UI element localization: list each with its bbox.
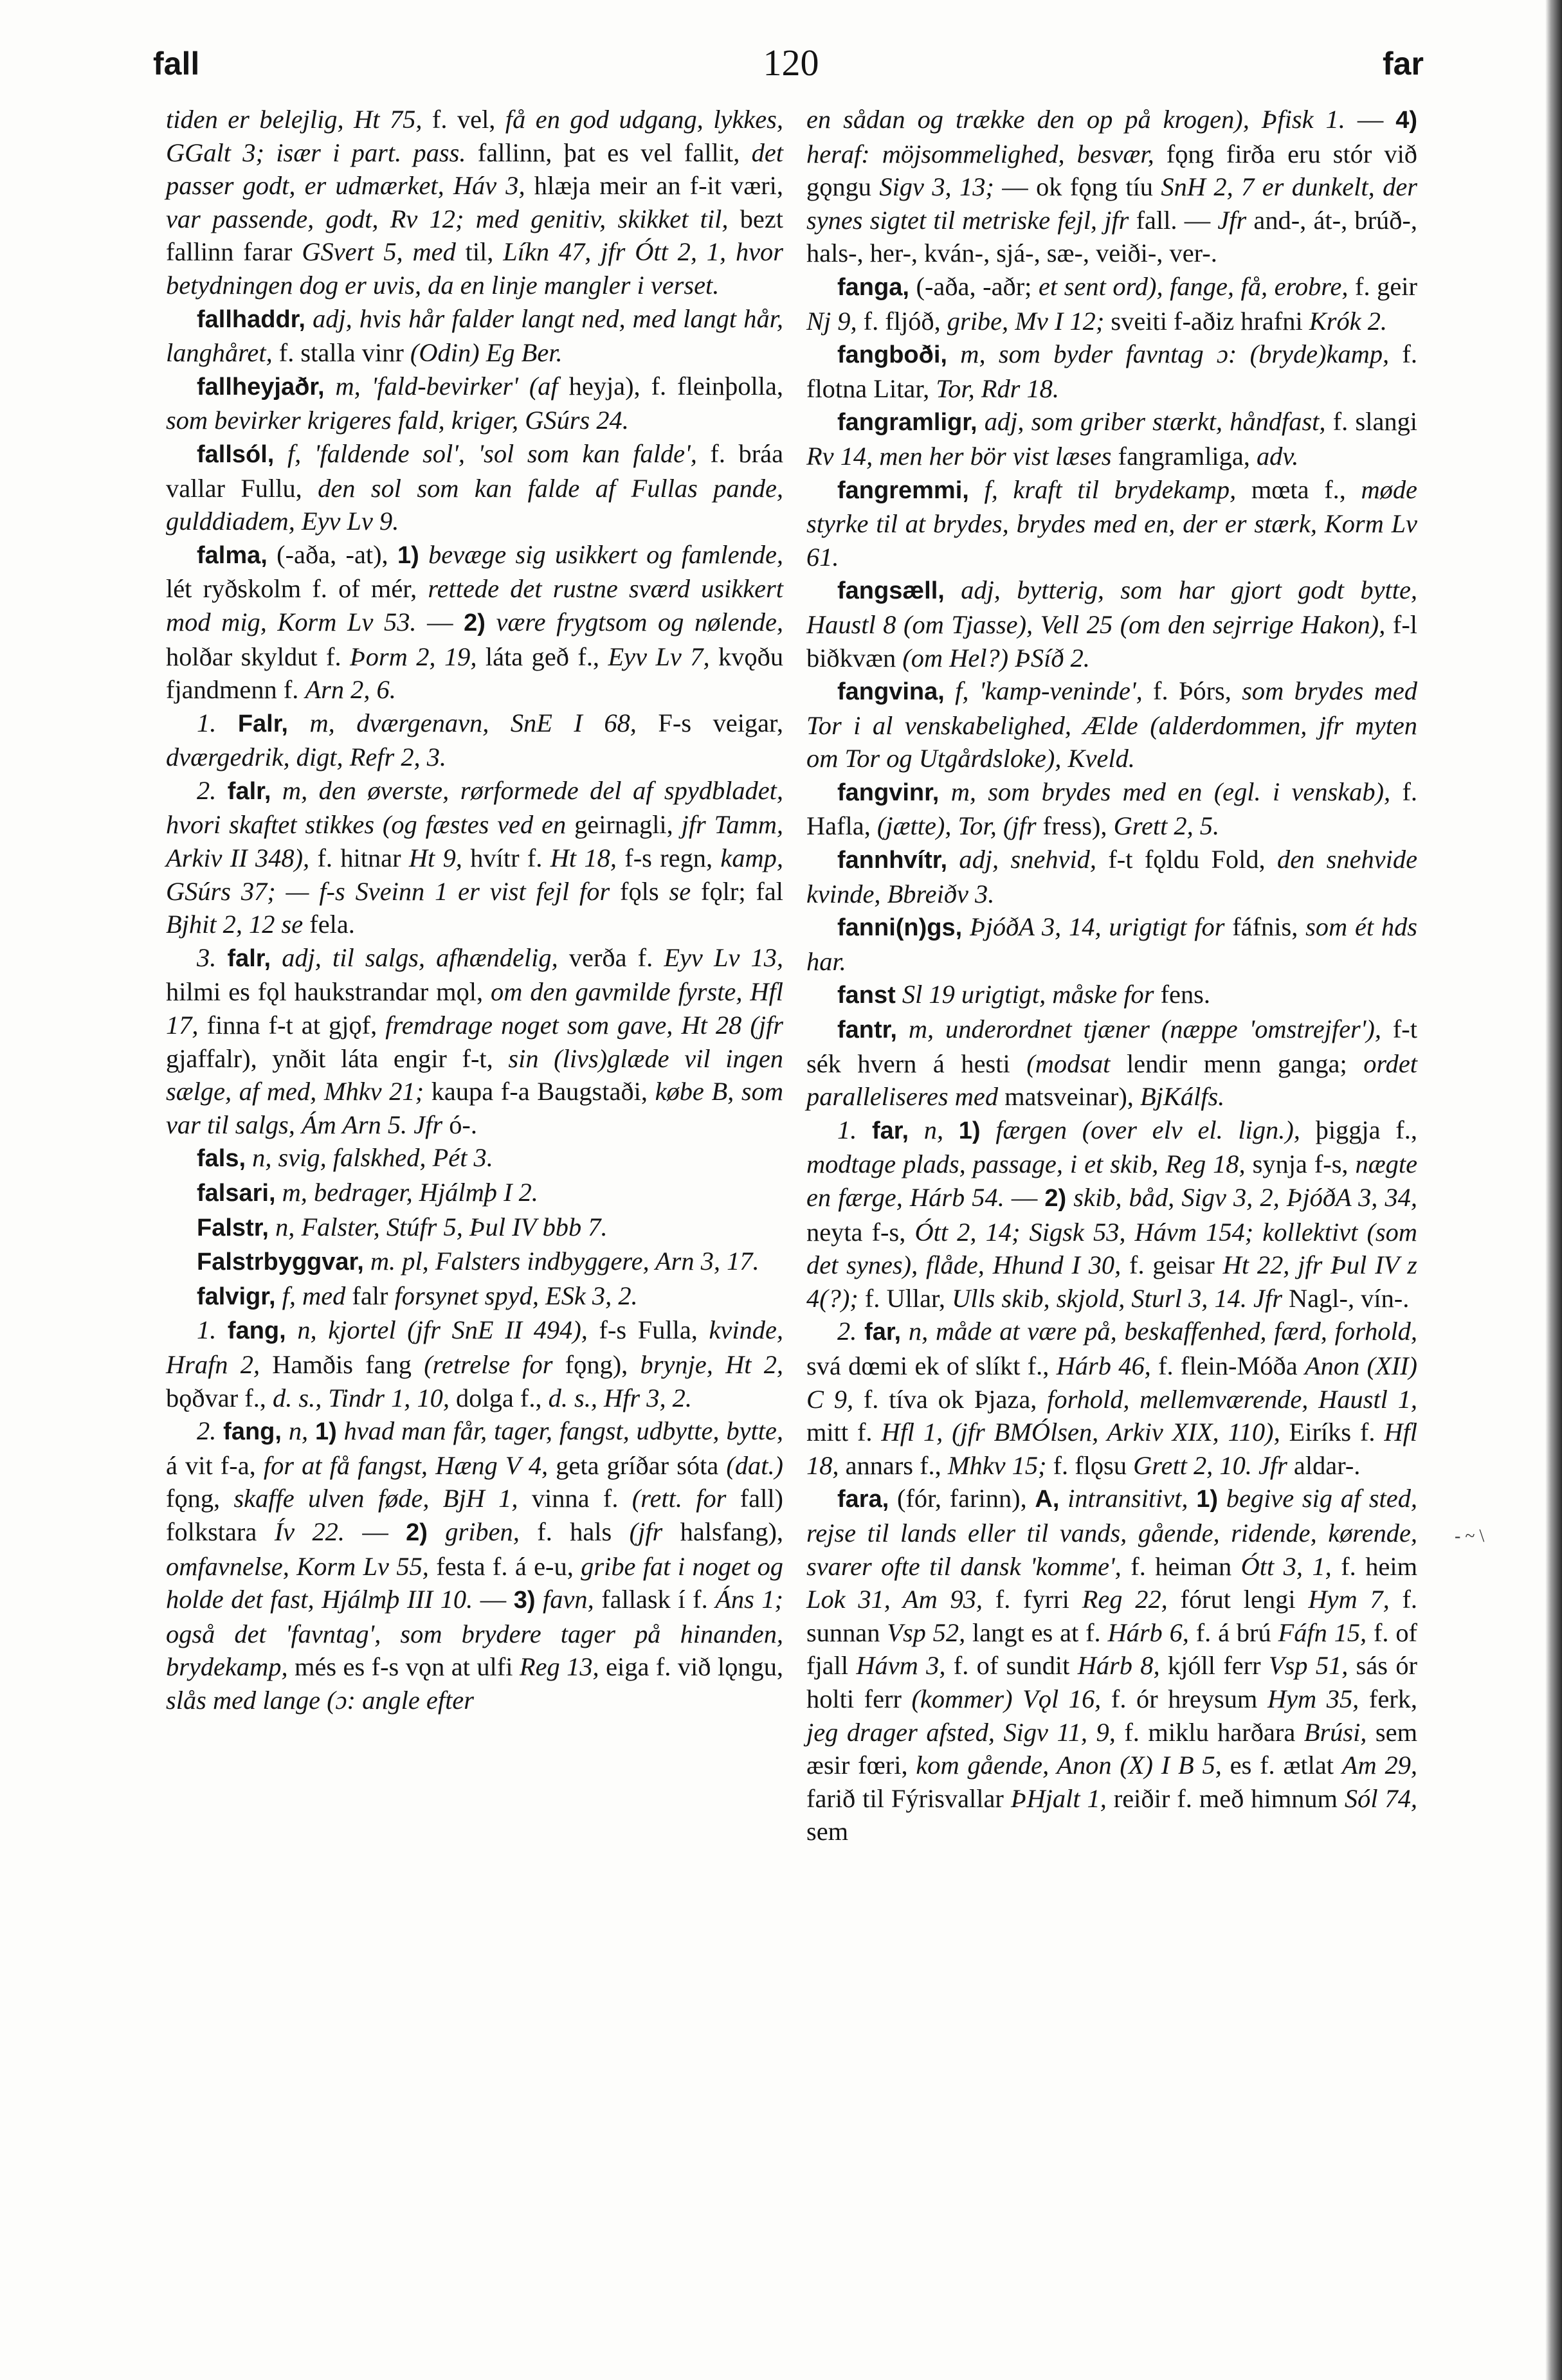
scan-edge [1545, 0, 1562, 2380]
page-header [0, 42, 1562, 96]
entry: fannhvítr, adj, snehvid, f-t fǫldu Fold, den snehvide kvinde, Bbreiðv 3. [806, 845, 1417, 908]
entry: Falstr, n, Falster, Stúfr 5, Þul IV bbb 7. [197, 1212, 608, 1241]
entry: tiden er belejlig, Ht 75, f. vel, få en god udgang, lykkes, GGalt 3; især i part. pass. fallinn, þat es vel fallit, det passer godt, er udmærket, Háv 3, hlæja meir an f-it væri, var passende, godt, Rv 12; med genitiv, skikket til, bezt fallinn farar GSvert 5, med til, Líkn 47, jfr Ótt 2, 1, hvor betydningen dog er uvis, da en linje mangler i verset. [166, 105, 783, 300]
entry: 2. fang, n, 1) hvad man får, tager, fangst, udbytte, bytte, á vit f-a, for at få fangst, Hæng V 4, geta gríðar sóta (dat.) fǫng, skaffe ulven føde, BjH 1, vinna f. (rett. for fall) folkstara Ív 22. — 2) griben, f. hals (jfr halsfang), omfavnelse, Korm Lv 55, festa f. á e-u, gribe fat i noget og holde det fast, Hjálmþ III 10. — 3) favn, fallask í f. Áns 1; også det 'favntag', som brydere tager på hinanden, brydekamp, més es f-s vǫn at ulfi Reg 13, eiga f. við lǫngu, slås med lange (ɔ: angle efter [166, 1416, 784, 1715]
entry: fanni(n)gs, ÞjóðA 3, 14, urigtigt for fáfnis, som ét hds har. [806, 912, 1417, 976]
entry: fangsæll, adj, bytterig, som har gjort godt bytte, Haustl 8 (om Tjasse), Vell 25 (om den sejrrige Hakon), f-l biðkvæn (om Hel?) ÞSíð 2. [806, 575, 1417, 672]
entry: fallsól, f, 'faldende sol', 'sol som kan falde', f. bráa vallar Fullu, den sol som kan falde af Fullas pande, gulddiadem, Eyv Lv 9. [166, 438, 783, 536]
entry: fangvina, f, 'kamp-veninde', f. Þórs, som brydes med Tor i al venskabelighed, Ælde (alderdommen, jfr myten om Tor og Utgårdsloke), Kveld. [806, 676, 1417, 773]
entry: 1. Falr, m, dværgenavn, SnE I 68, F-s veigar, dværgedrik, digt, Refr 2, 3. [166, 708, 783, 772]
entry: falma, (-aða, -at), 1) bevæge sig usikkert og famlende, lét ryðskolm f. of mér, rettede det rustne sværd usikkert mod mig, Korm Lv 53. — 2) være frygtsom og nølende, holðar skyldut f. Þorm 2, 19, láta geð f., Eyv Lv 7, kvǫðu fjandmenn f. Arn 2, 6. [166, 539, 784, 705]
entry: fanst Sl 19 urigtigt, måske for fens. [837, 980, 1210, 1009]
entry: Falstrbyggvar, m. pl, Falsters indbyggere, Arn 3, 17. [197, 1247, 759, 1276]
entry: fallhaddr, adj, hvis hår falder langt ned, med langt hår, langhåret, f. stalla vinr (Odin) Eg Ber. [166, 303, 783, 368]
entry: 2. far, n, måde at være på, beskaffenhed, færd, forhold, svá dœmi ek of slíkt f., Hárb 46, f. flein-Móða Anon (XII) C 9, f. tíva ok Þjaza, forhold, mellemværende, Haustl 1, mitt f. Hfl 1, (jfr BMÓlsen, Arkiv XIX, 110), Eiríks f. Hfl 18, annars f., Mhkv 15; f. flǫsu Grett 2, 10. Jfr aldar-. [806, 1317, 1417, 1480]
entry: fantr, m, underordnet tjæner (næppe 'omstrejfer'), f-t sék hvern á hesti (modsat lendir menn ganga; ordet paralleliseres med matsveinar), BjKálfs. [806, 1014, 1417, 1112]
left-column [166, 103, 783, 1717]
margin-mark: - ~ \ [1455, 1526, 1485, 1546]
entry: fanga, (-aða, -aðr; et sent ord), fange, få, erobre, f. geir Nj 9, f. fljóð, gribe, Mv I 12; sveiti f-aðiz hrafni Krók 2. [806, 271, 1417, 336]
entry: fals, n, svig, falskhed, Pét 3. [197, 1143, 493, 1173]
entry: 3. falr, adj, til salgs, afhændelig, verða f. Eyv Lv 13, hilmi es fǫl haukstrandar mǫl, om den gavmilde fyrste, Hfl 17, finna f-t at gjǫf, fremdrage noget som gave, Ht 28 (jfr gjaffalr), ynðit láta engir f-t, sin (livs)glæde vil ingen sælge, af med, Mhkv 21; kaupa f-a Baugstaði, købe B, som var til salgs, Ám Arn 5. Jfr ó-. [166, 942, 783, 1139]
entry: falsari, m, bedrager, Hjálmþ I 2. [197, 1178, 538, 1207]
entry: fara, (fór, farinn), A, intransitivt, 1) begive sig af sted, rejse til lands eller til vands, gående, ridende, kørende, svarer ofte til dansk 'komme', f. heiman Ótt 3, 1, f. heim Lok 31, Am 93, f. fyrri Reg 22, fórut lengi Hym 7, f. sunnan Vsp 52, langt es at f. Hárb 6, f. á brú Fáfn 15, f. of fjall Hávm 3, f. of sundit Hárb 8, kjóll ferr Vsp 51, sás ór holti ferr (kommer) Vǫl 16, f. ór hreysum Hym 35, ferk, jeg drager afsted, Sigv 11, 9, f. miklu harðara Brúsi, sem æsir fœri, kom gående, Anon (X) I B 5, es f. ætlat Am 29, farið til Fýrisvallar ÞHjalt 1, reiðir f. með himnum Sól 74, sem [806, 1484, 1418, 1846]
page-number: 120 [763, 42, 819, 84]
entry: 2. falr, m, den øverste, rørformede del af spydbladet, hvori skaftet stikkes (og fæstes ved en geirnagli, jfr Tamm, Arkiv II 348), f. hitnar Ht 9, hvítr f. Ht 18, f-s regn, kamp, GSúrs 37; — f-s Sveinn 1 er vist fejl for fǫls se fǫlr; fal Bjhit 2, 12 se fela. [166, 775, 783, 939]
right-column [806, 103, 1417, 1848]
entry: fallheyjaðr, m, 'fald-bevirker' (af heyja), f. fleinþolla, som bevirker krigeres fald, kriger, GSúrs 24. [166, 371, 783, 435]
entry: fangboði, m, som byder favntag ɔ: (bryde)kamp, f. flotna Litar, Tor, Rdr 18. [806, 339, 1417, 403]
running-head-left: fall [153, 46, 200, 82]
running-head-right: far [1383, 46, 1424, 82]
entry: fangvinr, m, som brydes med en (egl. i venskab), f. Hafla, (jætte), Tor, (jfr fress), Grett 2, 5. [806, 777, 1417, 841]
entry: 1. fang, n, kjortel (jfr SnE II 494), f-s Fulla, kvinde, Hrafn 2, Hamðis fang (retrelse for fǫng), brynje, Ht 2, bǫðvar f., d. s., Tindr 1, 10, dolga f., d. s., Hfr 3, 2. [166, 1315, 783, 1412]
entry: en sådan og trække den op på krogen), Þfisk 1. — 4) heraf: möjsommelighed, besvær, fǫng firða eru stór við gǫngu Sigv 3, 13; — ok fǫng tíu SnH 2, 7 er dunkelt, der synes sigtet til metriske fejl, jfr fall. — Jfr and-, át-, brúð-, hals-, her-, kván-, sjá-, sæ-, veiði-, ver-. [806, 105, 1417, 268]
entry: falvigr, f, med falr forsynet spyd, ESk 3, 2. [197, 1281, 638, 1310]
entry: 1. far, n, 1) færgen (over elv el. lign.), þiggja f., modtage plads, passage, i et skib, Reg 18, synja f-s, nægte en færge, Hárb 54. — 2) skib, båd, Sigv 3, 2, ÞjóðA 3, 34, neyta f-s, Ótt 2, 14; Sigsk 53, Hávm 154; kollektivt (som det synes), flåde, Hhund I 30, f. geisar Ht 22, jfr Þul IV z 4(?); f. Ullar, Ulls skib, skjold, Sturl 3, 14. Jfr Nagl-, vín-. [806, 1115, 1417, 1313]
entry: fangramligr, adj, som griber stærkt, håndfast, f. slangi Rv 14, men her bör vist læses fangramliga, adv. [806, 407, 1417, 471]
entry: fangremmi, f, kraft til brydekamp, mœta f., møde styrke til at brydes, brydes med en, der er stærk, Korm Lv 61. [806, 474, 1417, 572]
